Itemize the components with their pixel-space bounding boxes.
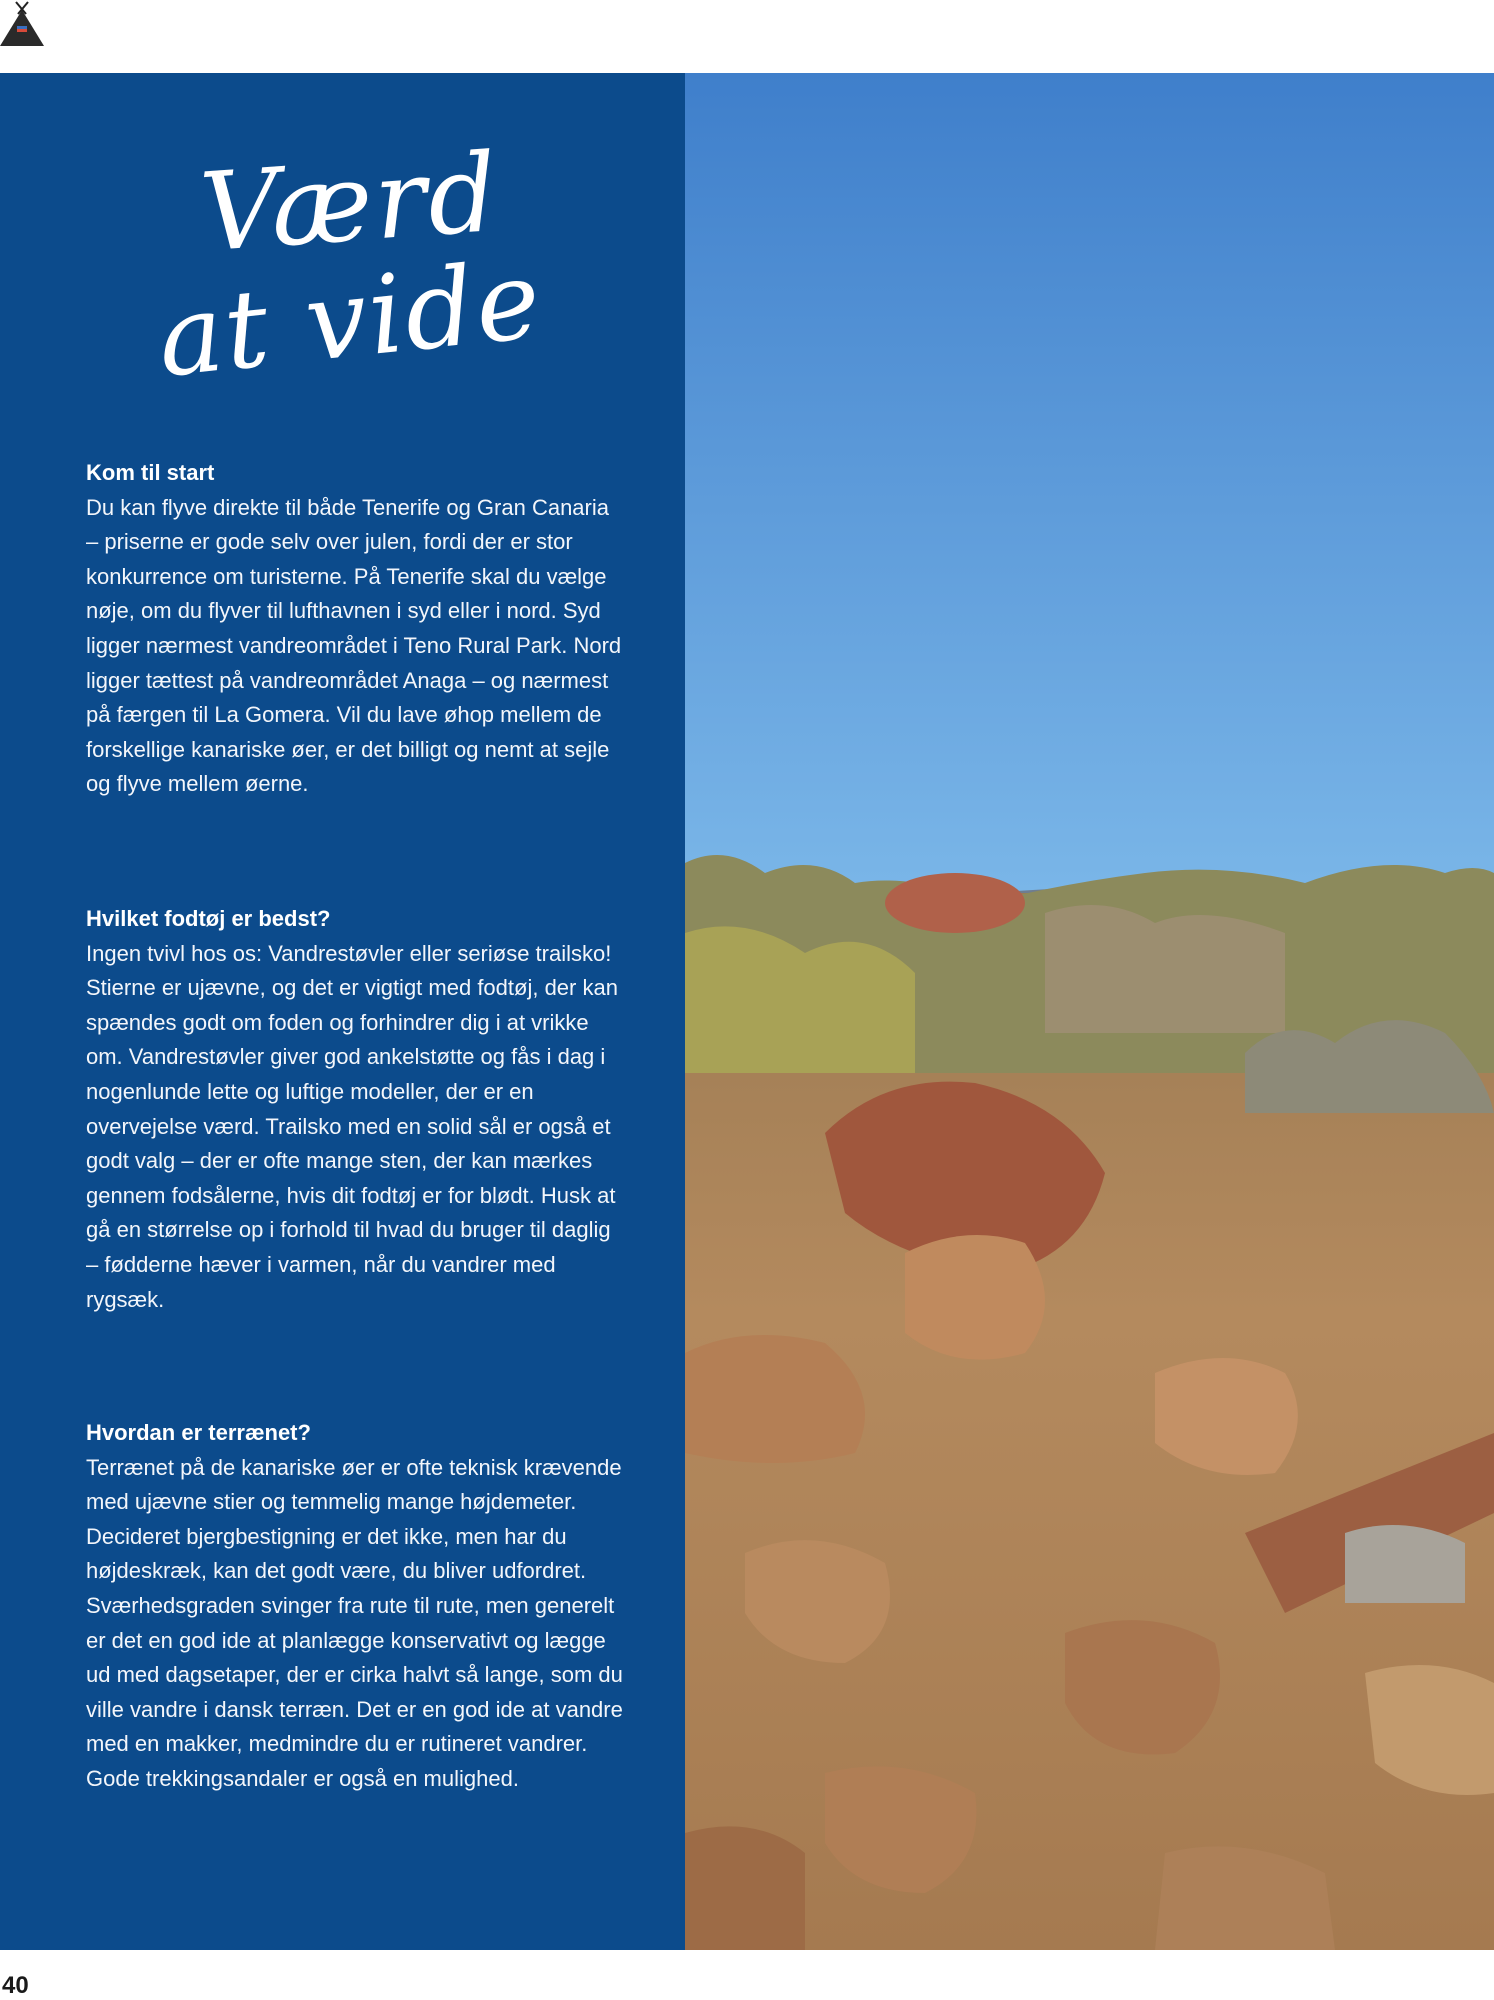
section-body: Du kan flyve direkte til både Tenerife og Gran Canaria – priserne er gode selv over julen, fordi der er stor konkurrence om turisterne. På Tenerife skal du vælge nøje, om du flyver til lufthavnen i syd eller i nord. Syd ligger nærmest vandreområdet i Teno Rural Park. Nord ligger tættest på vandreområdet Anaga – og nærmest på færgen til La Gomera. Vil du lave øhop mellem de forskellige kanariske øer, er det billigt og nemt at sejle og flyve mellem øerne.	[86, 494, 622, 797]
title-line-1: Værd	[196, 130, 504, 277]
page-title	[130, 130, 570, 402]
section-kom-til-start	[86, 456, 626, 802]
section-body: Terrænet på de kanariske øer er ofte teknisk krævende med ujævne stier og temmelig mange højdemeter. Decideret bjergbestigning er det ikke, men har du højdeskræk, kan det godt være, du bliver udfordret. Sværhedsgraden svinger fra rute til rute, men generelt er det en god ide at planlægge konservativt og lægge ud med dagsetaper, der er cirka halvt så lange, som du ville vandre i dansk terræn. Det er en god ide at vandre med en makker, medmindre du er rutineret vandrer. Gode trekkingsandaler er også en mulighed.	[86, 1454, 623, 1791]
section-heading: Kom til start	[86, 460, 215, 485]
section-body: Ingen tvivl hos os: Vandrestøvler eller seriøse trailsko! Stierne er ujævne, og det er vigtigt med fodtøj, der kan spændes godt om foden og forhindrer dig i at vrikke om. Vandrestøvler giver god ankelstøtte og fås i dag i nogenlunde lette og luftige modeller, der er en overvejelse værd. Trailsko med en solid sål er også et godt valg – der er ofte mange sten, der kan mærkes gennem fodsålerne, hvis dit fodtøj er for blødt. Husk at gå en størrelse op i forhold til hvad du bruger til daglig – fødderne hæver i varmen, når du vandrer med rygsæk.	[86, 940, 618, 1312]
landscape-photo	[685, 73, 1494, 1950]
section-heading: Hvordan er terrænet?	[86, 1420, 311, 1445]
title-line-2: at vide	[152, 237, 548, 402]
section-terraen	[86, 1416, 626, 1797]
tent-logo-icon	[0, 0, 44, 48]
section-fodtoej	[86, 902, 626, 1317]
section-heading: Hvilket fodtøj er bedst?	[86, 906, 331, 931]
page-number: 40	[2, 1972, 29, 1999]
